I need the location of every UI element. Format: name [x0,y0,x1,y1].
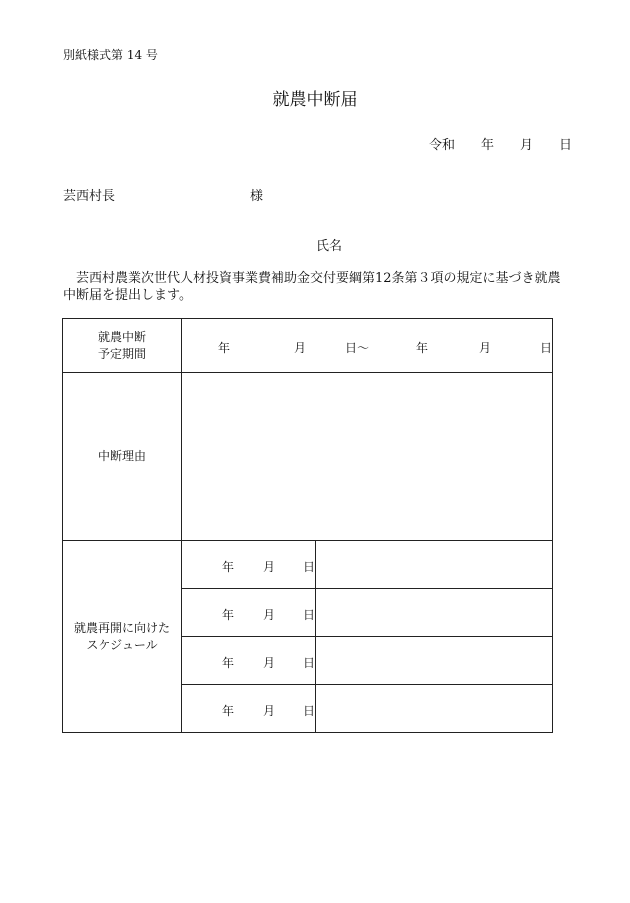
schedule-month: 月 [263,656,276,670]
body-paragraph: 芸西村農業次世代人材投資事業費補助金交付要綱第12条第３項の規定に基づき就農中断届を提出します。 [63,271,561,303]
application-form-table [62,318,553,733]
period-end-month: 月 [479,341,492,355]
schedule-row [63,541,553,589]
period-label-line2: 予定期間 [97,346,146,361]
schedule-label-line1: 就農再開に向けた [73,620,170,635]
reason-input-cell[interactable] [182,373,553,541]
addressee-name: 芸西村長 [63,189,116,204]
date-day: 日 [559,138,573,153]
period-start-day: 日〜 [345,341,370,355]
form-number: 別紙様式第 14 号 [63,48,158,62]
period-end-year: 年 [416,341,429,355]
period-label-line1: 就農中断 [97,329,146,344]
reason-label-cell: 中断理由 [63,373,182,541]
schedule-day: 日 [303,608,316,622]
period-input-cell[interactable] [182,319,553,373]
period-label-cell [63,319,182,373]
period-row [63,319,553,373]
schedule-detail-cell[interactable] [316,685,553,733]
schedule-month: 月 [263,704,276,718]
schedule-detail-cell[interactable] [316,637,553,685]
date-month: 月 [520,138,534,153]
period-start-year: 年 [218,341,231,355]
schedule-year: 年 [222,704,235,718]
schedule-month: 月 [263,560,276,574]
schedule-date-cell[interactable] [182,541,316,589]
schedule-detail-cell[interactable] [316,541,553,589]
schedule-label-cell [63,541,182,733]
schedule-date-cell[interactable] [182,685,316,733]
schedule-day: 日 [303,704,316,718]
schedule-day: 日 [303,560,316,574]
reason-row [63,373,553,541]
date-era: 令和 [429,138,456,153]
period-end-day: 日 [540,341,553,355]
addressee-honorific: 様 [250,189,264,204]
date-line [429,134,572,153]
schedule-detail-cell[interactable] [316,589,553,637]
period-start-month: 月 [294,341,307,355]
schedule-year: 年 [222,608,235,622]
schedule-label-line2: スケジュール [86,637,158,652]
schedule-day: 日 [303,656,316,670]
schedule-year: 年 [222,656,235,670]
schedule-date-cell[interactable] [182,637,316,685]
document-title: 就農中断届 [272,90,358,110]
schedule-month: 月 [263,608,276,622]
schedule-date-cell[interactable] [182,589,316,637]
date-year: 年 [481,138,495,153]
applicant-name-label: 氏名 [316,239,343,254]
schedule-year: 年 [222,560,235,574]
